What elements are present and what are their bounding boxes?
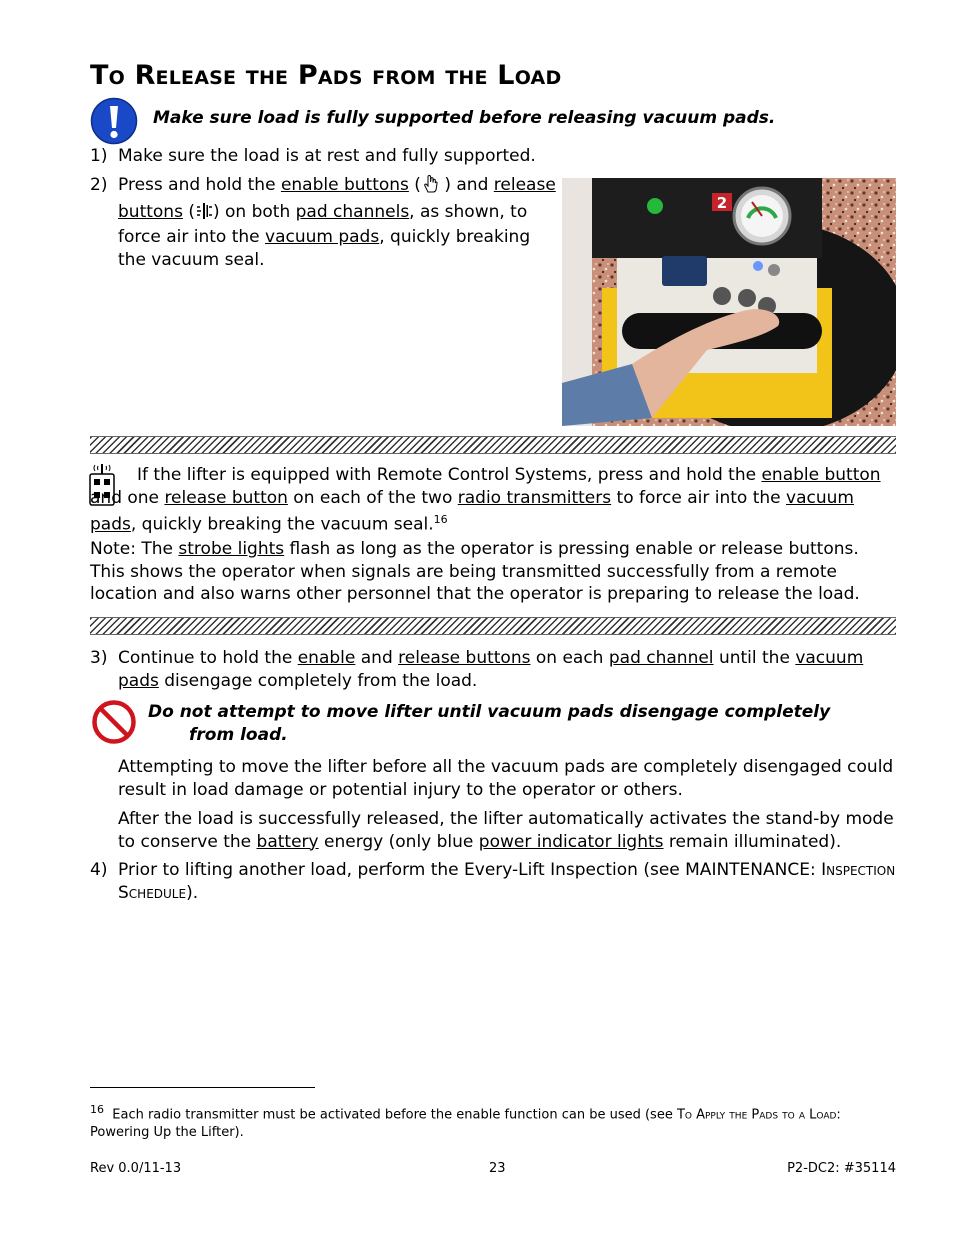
link-pad-channel[interactable]: pad channel [608, 648, 714, 668]
warning-support-text: Make sure load is fully supported before releasing vacuum pads. [153, 108, 776, 128]
link-apply-pads[interactable]: To Apply the Pads to a Load [676, 1107, 837, 1123]
step-4-number: 4) [90, 860, 108, 880]
step-1-text: Make sure the load is at rest and fully supported. [118, 146, 536, 166]
step-3-text: Continue to hold the enable and release buttons on each pad channel until the vacuum pads disengage completely from the load. [118, 648, 864, 691]
link-strobe-lights[interactable]: strobe lights [178, 539, 285, 559]
footer-revision: Rev 0.0/11-13 [90, 1161, 182, 1176]
page-title: To Release the Pads from the Load [90, 60, 562, 91]
step-3-number: 3) [90, 648, 108, 668]
link-vacuum-pads-step3[interactable]: vacuum pads [118, 648, 864, 691]
hatch-divider-top [90, 436, 896, 454]
link-inspection-schedule[interactable]: Inspection Schedule [118, 860, 896, 903]
hand-icon [421, 174, 439, 201]
attempt-paragraph: Attempting to move the lifter before all the vacuum pads are completely disengaged could result in load damage or potential injury to the operator or others. [118, 757, 894, 800]
step-2-text: Press and hold the enable buttons ( ) and release buttons ( ) on both pad channels, as shown, to force air into the vacuum pads, quickly breaking the vacuum seal. [118, 175, 556, 270]
footnote-separator [90, 1087, 315, 1088]
release-symbol-icon [195, 202, 213, 227]
link-enable-buttons[interactable]: enable buttons [280, 175, 409, 195]
exclamation-warning-icon [90, 97, 138, 145]
lifter-control-photo [562, 178, 896, 426]
link-release-buttons[interactable]: release buttons [118, 175, 556, 222]
photo-badge-text: 2 [716, 194, 728, 212]
remote-control-paragraph: If the lifter is equipped with Remote Control Systems, press and hold the enable button and one release button on each of the two radio transmitters to force air into the vacuum pads, quickly breaking the vacuum seal.$^{16}$ [90, 465, 881, 535]
link-pad-channels[interactable]: pad channels [295, 201, 410, 222]
hatch-divider-bottom [90, 617, 896, 635]
footnote-16: $^{16}$ Each radio transmitter must be activated before the enable function can be used (see To Apply the Pads to a Load: Powering Up the Lifter). [90, 1103, 841, 1141]
step-1-number: 1) [90, 146, 108, 166]
link-radio-transmitters[interactable]: radio transmitters [457, 487, 612, 508]
footnote-ref-16[interactable]: 16 [433, 513, 448, 526]
link-release-button[interactable]: release button [164, 487, 288, 508]
warning-move-text: Do not attempt to move lifter until vacuum pads disengage completely from load. [148, 702, 831, 745]
link-vacuum-pads[interactable]: vacuum pads [265, 227, 380, 247]
footer-document-id: P2-DC2: #35114 [787, 1161, 896, 1176]
link-vacuum-pads-remote[interactable]: vacuum pads [90, 487, 854, 535]
after-release-paragraph: After the load is successfully released, the lifter automatically activates the stand-by mode to conserve the battery energy (only blue power indicator lights remain illuminated). [118, 809, 894, 852]
link-power-indicator-lights[interactable]: power indicator lights [478, 831, 664, 852]
note-paragraph: Note: The strobe lights flash as long as the operator is pressing enable or release buttons. This shows the operator when signals are being transmitted successfully from a remote location and also warns other personnel that the operator is preparing to release the load. [90, 539, 860, 604]
link-release-buttons-step3[interactable]: release buttons [398, 648, 531, 668]
step-2-number: 2) [90, 175, 108, 195]
link-enable-button[interactable]: enable button [761, 465, 881, 485]
link-enable[interactable]: enable [297, 648, 356, 668]
footer-page-number: 23 [489, 1161, 506, 1176]
step-4-text: Prior to lifting another load, perform the Every-Lift Inspection (see MAINTENANCE: Inspection Schedule). [118, 860, 896, 903]
prohibition-icon [91, 699, 137, 745]
footnote-number: 16 [90, 1103, 104, 1116]
link-battery[interactable]: battery [256, 831, 319, 852]
